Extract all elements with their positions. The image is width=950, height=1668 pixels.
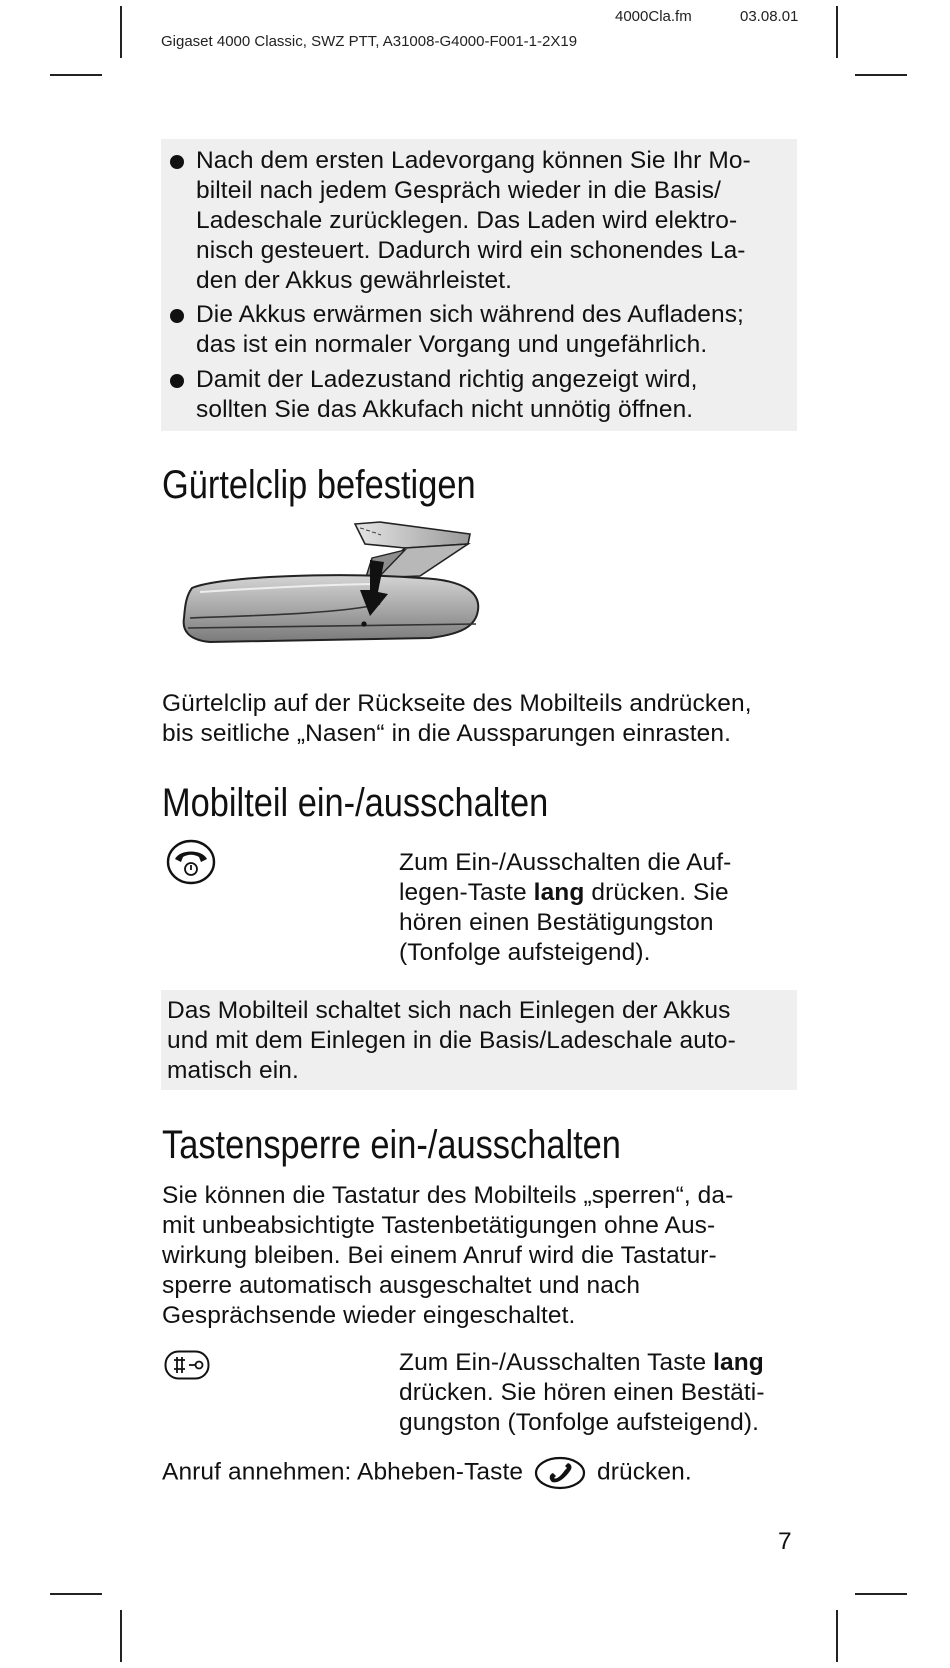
bullet-line: Damit der Ladezustand richtig angezeigt wird, — [196, 366, 698, 393]
hash-keylock-key-icon — [164, 1350, 210, 1380]
emphasis-lang: lang — [533, 879, 585, 906]
bullet-dot — [170, 309, 184, 323]
section-heading-belt-clip: Gürtelclip befestigen — [162, 463, 476, 507]
text-line: wirkung bleiben. Bei einem Anruf wird die Tastatur- — [162, 1242, 717, 1269]
keylock-intro — [162, 1181, 802, 1331]
emphasis-lang: lang — [713, 1349, 764, 1376]
bullet-line: Die Akkus erwärmen sich während des Aufladens; — [196, 301, 744, 328]
section-heading-keylock: Tastensperre ein-/ausschalten — [162, 1123, 621, 1167]
crop-mark — [50, 74, 102, 76]
text-span: legen-Taste — [399, 879, 534, 906]
text-line — [399, 1348, 799, 1378]
header-doc-title: Gigaset 4000 Classic, SWZ PTT, A31008-G4000-F001-1-2X19 — [161, 33, 578, 50]
belt-clip-text — [162, 689, 802, 749]
text-line: Gürtelclip auf der Rückseite des Mobilteils andrücken, — [162, 690, 752, 717]
text-line: hören einen Bestätigungston — [399, 909, 714, 936]
text-span: drücken. Sie — [584, 879, 729, 906]
text-line: und mit dem Einlegen in die Basis/Ladeschale auto- — [167, 1027, 736, 1054]
talk-key-icon — [534, 1456, 586, 1490]
text-line: Das Mobilteil schaltet sich nach Einlegen der Akkus — [167, 997, 731, 1024]
header-file-name: 4000Cla.fm — [615, 8, 692, 25]
crop-mark — [855, 1593, 907, 1595]
text-line: bis seitliche „Nasen“ in die Aussparungen einrasten. — [162, 720, 732, 747]
crop-mark — [836, 1610, 838, 1662]
bullet-item — [196, 365, 796, 425]
keylock-key-description — [399, 1348, 799, 1438]
crop-mark — [120, 6, 122, 58]
bullet-item — [196, 300, 796, 360]
crop-mark — [855, 74, 907, 76]
header-date: 03.08.01 — [740, 8, 799, 25]
crop-mark — [120, 1610, 122, 1662]
page-number: 7 — [778, 1528, 792, 1555]
power-key-description — [399, 848, 799, 968]
bullet-line: den der Akkus gewährleistet. — [196, 267, 513, 294]
text-line: gungston (Tonfolge aufsteigend). — [399, 1409, 760, 1436]
text-line: sperre automatisch ausgeschaltet und nach — [162, 1272, 641, 1299]
text-line: Zum Ein-/Ausschalten die Auf- — [399, 849, 732, 876]
section-heading-power: Mobilteil ein-/ausschalten — [162, 781, 549, 825]
text-line: Sie können die Tastatur des Mobilteils „sperren“, da- — [162, 1182, 734, 1209]
bullet-line: nisch gesteuert. Dadurch wird ein schonendes La- — [196, 237, 746, 264]
handset-belt-clip-illustration — [180, 518, 500, 668]
text-line: (Tonfolge aufsteigend). — [399, 939, 651, 966]
text-line — [399, 878, 799, 908]
bullet-line: Nach dem ersten Ladevorgang können Sie Ihr Mo- — [196, 147, 751, 174]
bullet-line: sollten Sie das Akkufach nicht unnötig öffnen. — [196, 396, 694, 423]
answer-call-line — [162, 1456, 802, 1490]
answer-call-text: Anruf annehmen: Abheben-Taste — [162, 1458, 524, 1486]
bullet-line: bilteil nach jedem Gespräch wieder in die Basis/ — [196, 177, 722, 204]
bullet-item — [196, 146, 796, 296]
text-line: drücken. Sie hören einen Bestäti- — [399, 1379, 765, 1406]
answer-call-text: drücken. — [596, 1458, 692, 1486]
text-line: matisch ein. — [167, 1057, 299, 1084]
power-note-text — [167, 996, 797, 1086]
bullet-line: Ladeschale zurücklegen. Das Laden wird elektro- — [196, 207, 738, 234]
text-line: Gesprächsende wieder eingeschaltet. — [162, 1302, 576, 1329]
text-span: Zum Ein-/Ausschalten Taste — [399, 1349, 714, 1376]
bullet-dot — [170, 155, 184, 169]
bullet-dot — [170, 374, 184, 388]
end-call-power-key-icon — [166, 839, 216, 885]
crop-mark — [50, 1593, 102, 1595]
crop-mark — [836, 6, 838, 58]
text-line: mit unbeabsichtigte Tastenbetätigungen ohne Aus- — [162, 1212, 716, 1239]
bullet-line: das ist ein normaler Vorgang und ungefährlich. — [196, 331, 708, 358]
